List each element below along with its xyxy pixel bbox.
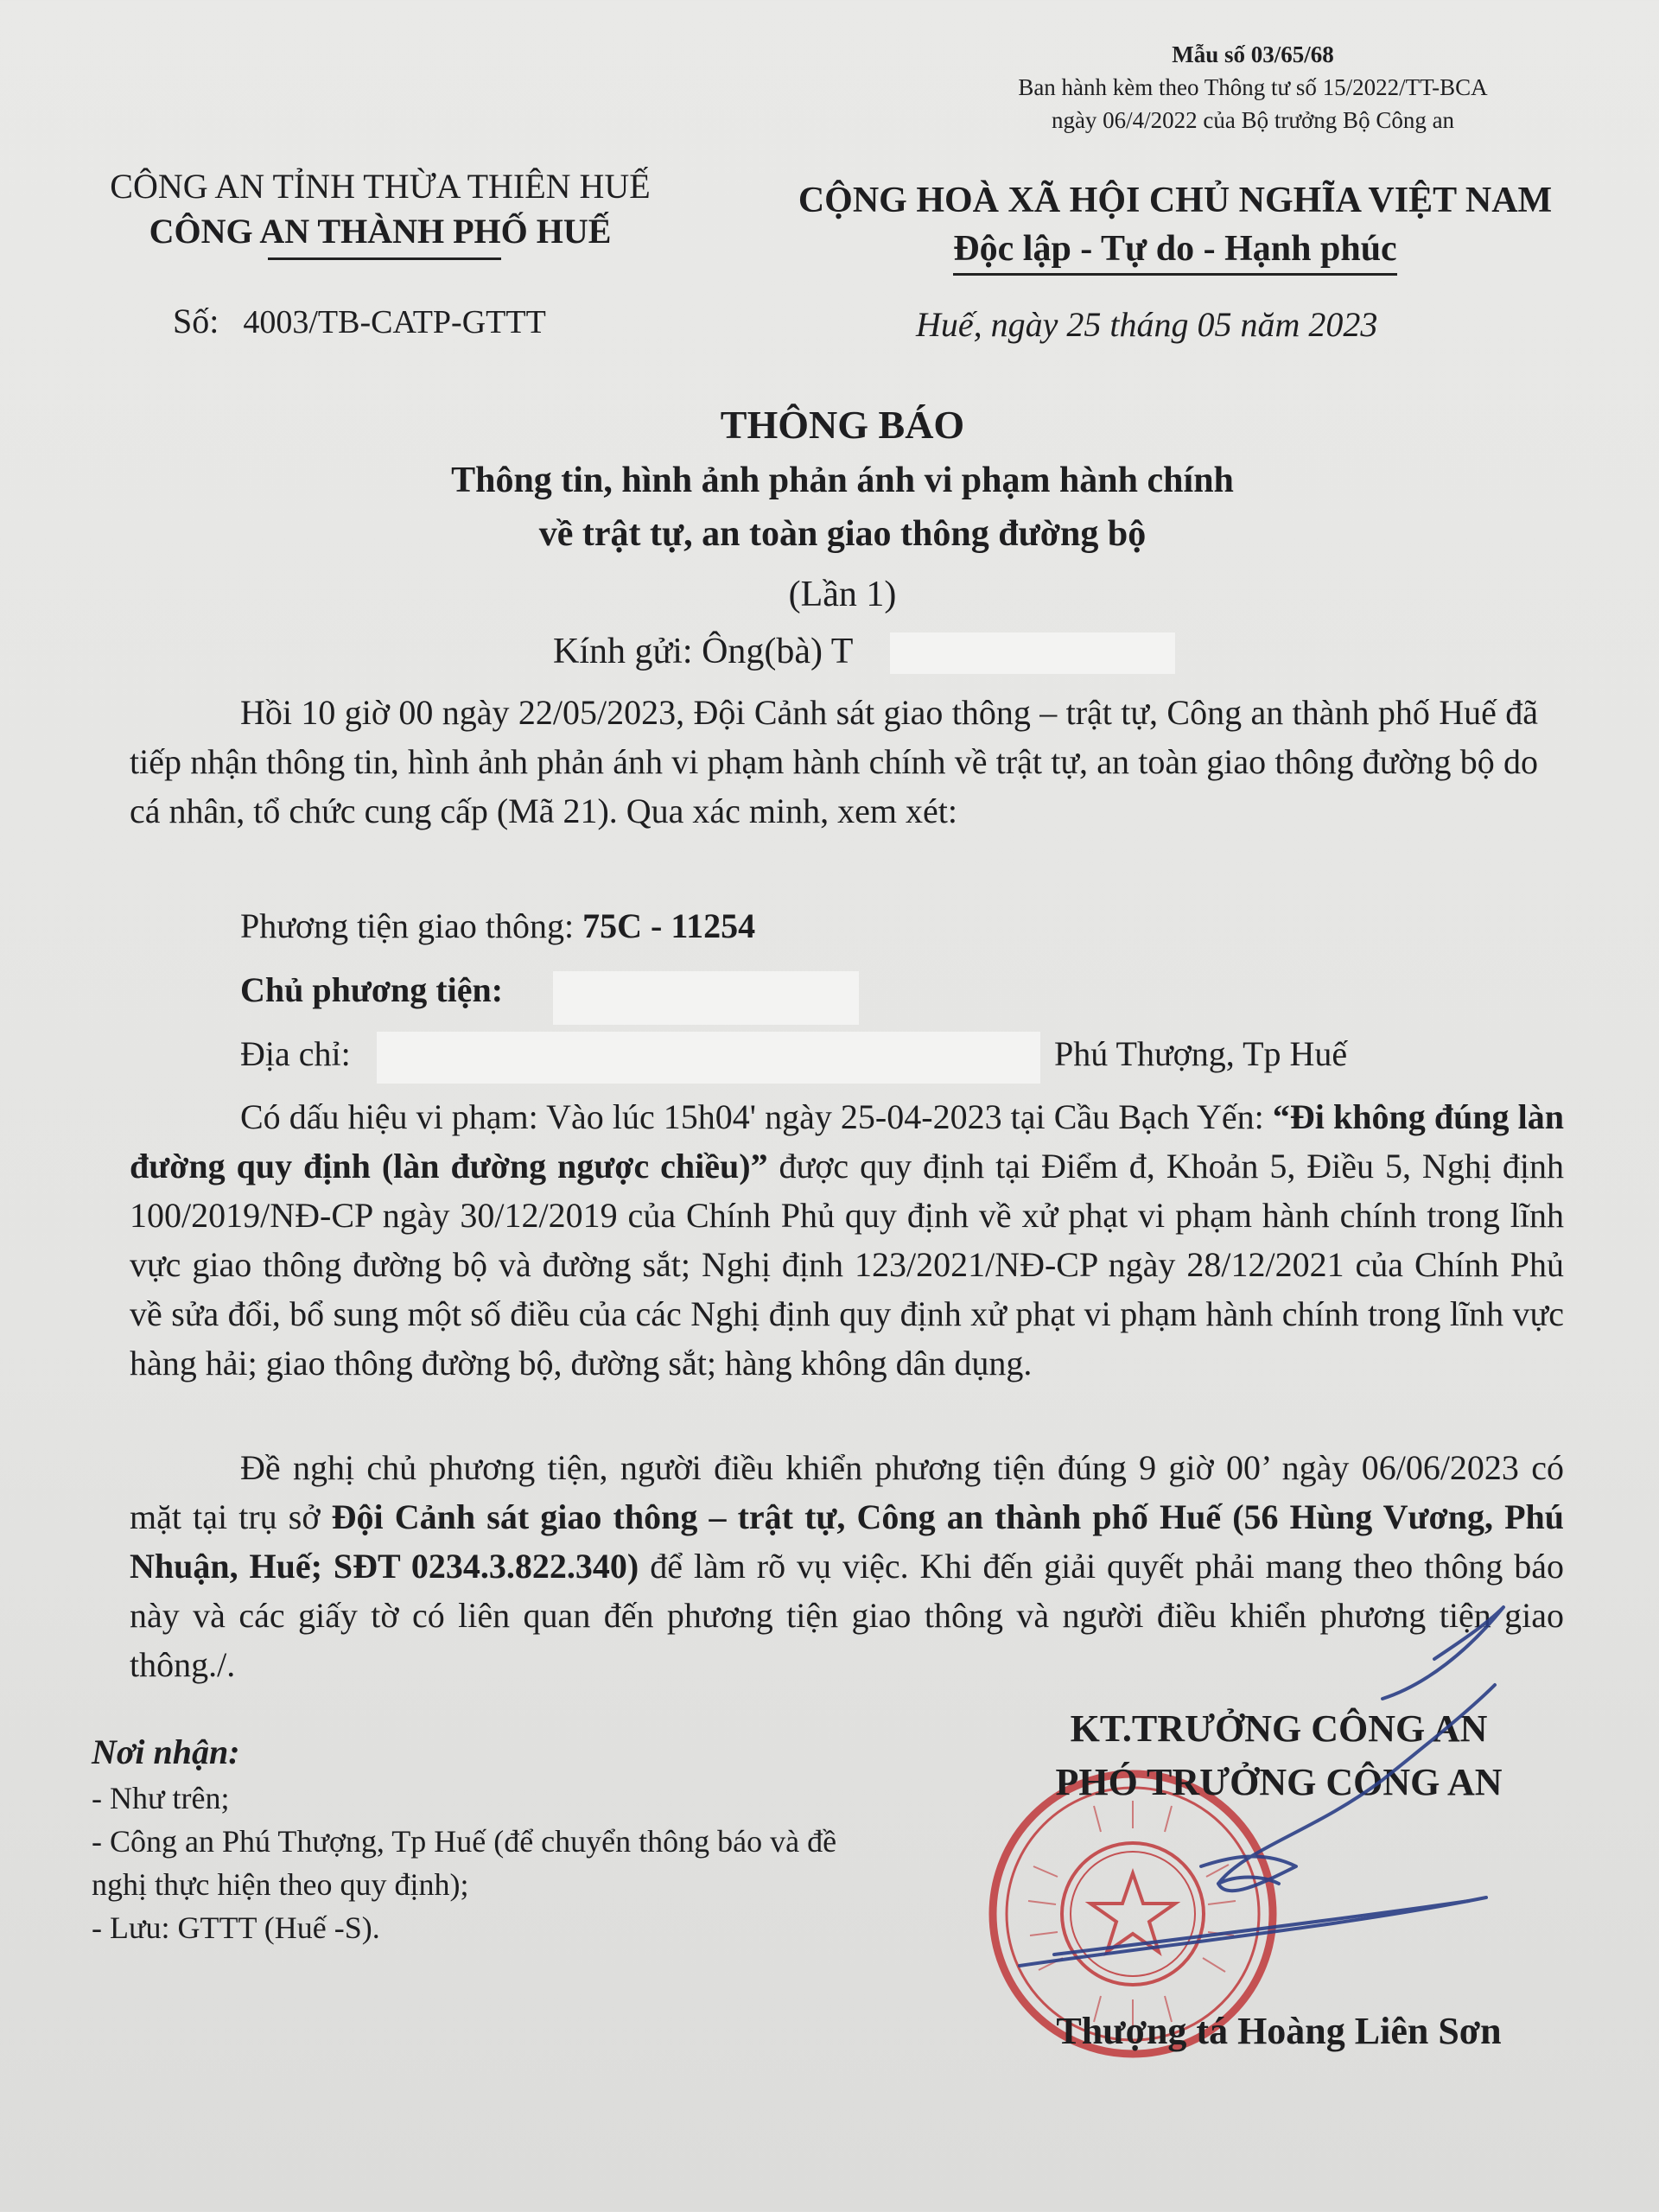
form-issued-with: Ban hành kèm theo Thông tư số 15/2022/TT-BCA (1018, 74, 1488, 100)
recipient-item: - Lưu: GTTT (Huế -S). (92, 1910, 380, 1945)
request-instructions: để làm rõ vụ việc. Khi đến giải quyết phải mang theo thông báo này và các giấy tờ có liên quan đến phương tiện giao thông và người điều khiển phương tiện giao thông./. (130, 1547, 1565, 1684)
address-value: Phú Thượng, Tp Huế (1054, 1034, 1348, 1073)
form-reference (933, 38, 1573, 137)
document-number (173, 299, 546, 345)
form-issued-date: ngày 06/4/2022 của Bộ trưởng Bộ Công an (1051, 107, 1455, 133)
form-number: Mẫu số 03/65/68 (1172, 41, 1334, 67)
recipient-item: - Như trên; (92, 1781, 230, 1815)
nation-name: CỘNG HOÀ XÃ HỘI CHỦ NGHĨA VIỆT NAM (798, 181, 1553, 220)
violation-quote: “Đi không đúng làn đường quy định (làn đường ngược chiều)” (130, 1097, 1565, 1185)
nation-header (743, 176, 1607, 276)
redacted-owner (553, 971, 859, 1025)
request-paragraph (130, 1443, 1564, 1689)
greeting: Kính gửi: Ông(bà) T (553, 632, 854, 671)
owner-label: Chủ phương tiện: (240, 970, 504, 1009)
document-subtitle-line2: về trật tự, an toàn giao thông đường bộ (538, 514, 1147, 554)
address-label: Địa chỉ: (240, 1034, 351, 1073)
document-date: Huế, ngày 25 tháng 05 năm 2023 (916, 305, 1378, 344)
agency-underline (268, 257, 501, 260)
nation-motto: Độc lập - Tự do - Hạnh phúc (953, 225, 1396, 276)
document-title: THÔNG BÁO (720, 403, 965, 447)
agency-name: CÔNG AN THÀNH PHỐ HUẾ (149, 212, 612, 251)
request-place: Đội Cảnh sát giao thông – trật tự, Công an thành phố Huế (56 Hùng Vương, Phú Nhuận, Huế; SĐT 0234.3.822.340) (130, 1497, 1564, 1586)
signer-role-line2: PHÓ TRƯỞNG CÔNG AN (1055, 1761, 1503, 1803)
recipients-title: Nơi nhận: (92, 1732, 240, 1771)
owner-field (240, 966, 503, 1014)
recipient-item: - Công an Phú Thượng, Tp Huế (để chuyển thông báo và đề nghị thực hiện theo quy định); (92, 1824, 837, 1902)
violation-paragraph (130, 1092, 1564, 1388)
vehicle-plate: 75C - 11254 (582, 906, 756, 945)
notice-round: (Lần 1) (788, 575, 897, 614)
recipients-block (92, 1728, 887, 1949)
redacted-name (890, 632, 1175, 674)
document-subtitle-line1: Thông tin, hình ảnh phản ánh vi phạm hành chính (451, 461, 1234, 500)
violation-legal-basis: được quy định tại Điểm đ, Khoản 5, Điều 5, Nghị định 100/2019/NĐ-CP ngày 30/12/2019 của Chính Phủ quy định về xử phạt vi phạm hành chính trong lĩnh vực giao thông đường bộ và đường sắt; Nghị định 123/2021/NĐ-CP ngày 28/12/2021 của Chính Phủ về sửa đổi, bổ sung một số điều của các Nghị định quy định xử phạt vi phạm hành chính trong lĩnh vực hàng hải; giao thông đường bộ, đường sắt; hàng không dân dụng. (130, 1147, 1564, 1382)
address-field (240, 1030, 1348, 1078)
agency-header (52, 164, 709, 254)
vehicle-label: Phương tiện giao thông: (240, 906, 575, 945)
request-intro: Đề nghị chủ phương tiện, người điều khiển phương tiện đúng 9 giờ 00’ ngày 06/06/2023 có mặt tại trụ sở (130, 1448, 1564, 1536)
violation-intro: Có dấu hiệu vi phạm: Vào lúc 15h04' ngày 25-04-2023 tại Cầu Bạch Yến: (240, 1097, 1264, 1136)
signer-role-line1: KT.TRƯỞNG CÔNG AN (1070, 1707, 1488, 1750)
agency-parent: CÔNG AN TỈNH THỪA THIÊN HUẾ (110, 167, 651, 206)
signer-name: Thượng tá Hoàng Liên Sơn (1056, 2010, 1502, 2052)
redacted-address (377, 1032, 1040, 1084)
document-number-label: Số: (173, 302, 219, 340)
intro-paragraph: Hồi 10 giờ 00 ngày 22/05/2023, Đội Cảnh sát giao thông – trật tự, Công an thành phố Huế đã tiếp nhận thông tin, hình ảnh phản ánh vi phạm hành chính về trật tự, an toàn giao thông đường bộ do cá nhân, tổ chức cung cấp (Mã 21). Qua xác minh, xem xét: (130, 693, 1538, 830)
vehicle-field (240, 902, 755, 950)
document-number-value: 4003/TB-CATP-GTTT (243, 304, 546, 340)
